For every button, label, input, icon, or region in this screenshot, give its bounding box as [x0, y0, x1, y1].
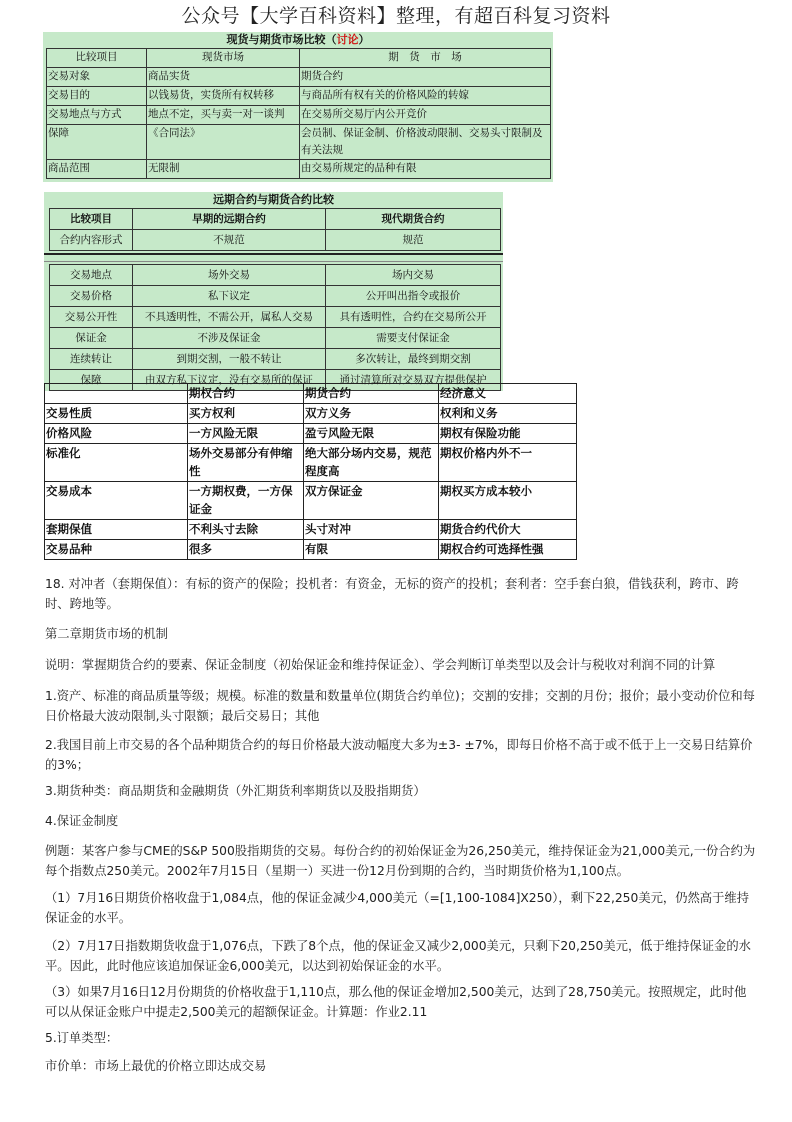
table-cell: 双方保证金 — [304, 482, 439, 520]
table-row — [45, 520, 577, 540]
table-cell: 期权合约 — [188, 384, 304, 404]
table-cell: 很多 — [188, 540, 304, 560]
table-cell: 比较项目 — [47, 49, 147, 68]
table-row — [47, 125, 551, 160]
table-row — [50, 349, 501, 370]
table-cell: 价格风险 — [45, 424, 188, 444]
table-row — [50, 209, 501, 230]
paragraph: 5.订单类型： — [45, 1031, 119, 1045]
table-cell: 商品范围 — [47, 160, 147, 179]
table-cell: 交易成本 — [45, 482, 188, 520]
table-row — [50, 286, 501, 307]
table-row — [47, 106, 551, 125]
table-cell: 交易性质 — [45, 404, 188, 424]
table-cell: 需要支付保证金 — [326, 328, 501, 349]
table-cell: 套期保值 — [45, 520, 188, 540]
title-text: 现货与期货市场比较（ — [226, 33, 337, 46]
table-cell: 由交易所规定的品种有限 — [300, 160, 551, 179]
table-cell: 现代期货合约 — [326, 209, 501, 230]
table-cell: 一方风险无限 — [188, 424, 304, 444]
paragraph: 例题：某客户参与CME的S&P 500股指期货的交易。每份合约的初始保证金为26,250美元，维持保证金为21,000美元,一份合约为每个指数点250美元。2002年7月15日（星期一）买进一份12月份到期的合约，当时期货价格为1,100点。 — [45, 844, 756, 878]
table-cell: 有限 — [304, 540, 439, 560]
table-cell: 私下议定 — [133, 286, 326, 307]
document-body — [45, 574, 757, 1076]
table-cell: 在交易所交易厅内公开竞价 — [300, 106, 551, 125]
table-cell: 具有透明性，合约在交易所公开 — [326, 307, 501, 328]
table-cell: 不利头寸去除 — [188, 520, 304, 540]
table-cell: 双方义务 — [304, 404, 439, 424]
table-cell: 保证金 — [50, 328, 133, 349]
table-row — [45, 404, 577, 424]
table-row — [47, 87, 551, 106]
table-row — [47, 68, 551, 87]
table-cell: 公开叫出指令或报价 — [326, 286, 501, 307]
table-cell: 合约内容形式 — [50, 230, 133, 251]
paragraph: 4.保证金制度 — [45, 814, 119, 828]
paragraph: （2）7月17日指数期货收盘于1,076点，下跌了8个点，他的保证金又减少2,000美元，只剩下20,250美元，低于维持保证金的水平。因此，此时他应该追加保证金6,000美元，以达到初始保证金的水平。 — [45, 939, 751, 973]
table-cell: 商品实货 — [147, 68, 300, 87]
title-highlight: 讨论 — [336, 33, 359, 46]
table-cell: 由双方私下议定，没有交易所的保证 — [133, 370, 326, 391]
table-cell: 《合同法》 — [147, 125, 300, 160]
table-cell: 早期的远期合约 — [133, 209, 326, 230]
table-row — [45, 424, 577, 444]
paragraph: 说明：掌握期货合约的要素、保证金制度（初始保证金和维持保证金）、学会判断订单类型以及会计与税收对利润不同的计算 — [45, 658, 716, 672]
table-cell: 权利和义务 — [439, 404, 577, 424]
table-cell: 买方权利 — [188, 404, 304, 424]
table-cell: 到期交割，一般不转让 — [133, 349, 326, 370]
table-cell: 期权合约可选择性强 — [439, 540, 577, 560]
table-cell: 通过清算所对交易双方提供保护 — [326, 370, 501, 391]
table-cell: 场外交易部分有伸缩性 — [188, 444, 304, 482]
table-cell: 期货合约 — [304, 384, 439, 404]
table-cell: 绝大部分场内交易，规范程度高 — [304, 444, 439, 482]
table-cell: 期货合约代价大 — [439, 520, 577, 540]
spot-vs-futures-table — [43, 32, 553, 182]
table-cell: 期货合约 — [300, 68, 551, 87]
table-cell: 交易公开性 — [50, 307, 133, 328]
table-cell: 交易价格 — [50, 286, 133, 307]
table-cell: 不涉及保证金 — [133, 328, 326, 349]
paragraph: 1.资产、标准的商品质量等级；规模。标准的数量和数量单位(期货合约单位)；交割的安排；交割的月份；报价；最小变动价位和每日价格最大波动限制,头寸限额；最后交易日；其他 — [45, 689, 755, 723]
table-cell: 无限制 — [147, 160, 300, 179]
table-cell: 现货市场 — [147, 49, 300, 68]
table-row — [45, 540, 577, 560]
table-cell: 比较项目 — [50, 209, 133, 230]
table-cell: 交易目的 — [47, 87, 147, 106]
table-cell: 保障 — [50, 370, 133, 391]
table-row — [50, 328, 501, 349]
paragraph: 2.我国目前上市交易的各个品种期货合约的每日价格最大波动幅度大多为±3- ±7%，即每日价格不高于或不低于上一交易日结算价的3%； — [45, 738, 753, 772]
table-title: 远期合约与期货合约比较 — [213, 193, 334, 206]
table-row — [45, 482, 577, 520]
table-row — [50, 265, 501, 286]
options-vs-futures-table — [44, 383, 577, 560]
table-row — [50, 230, 501, 251]
table-cell: 规范 — [326, 230, 501, 251]
table-cell: 头寸对冲 — [304, 520, 439, 540]
watermark-header: 公众号【大学百科资料】整理，有超百科复习资料 — [181, 5, 611, 27]
table-row — [45, 444, 577, 482]
table-cell: 期权有保险功能 — [439, 424, 577, 444]
table-cell: 经济意义 — [439, 384, 577, 404]
table-cell: 期权买方成本较小 — [439, 482, 577, 520]
table-cell: 地点不定，买与卖一对一谈判 — [147, 106, 300, 125]
table-cell: 以钱易货，实货所有权转移 — [147, 87, 300, 106]
title-end: ） — [358, 33, 370, 46]
table-cell: 期 货 市 场 — [300, 49, 551, 68]
table-cell: 一方期权费，一方保证金 — [188, 482, 304, 520]
table-cell: 交易地点与方式 — [47, 106, 147, 125]
table-cell: 连续转让 — [50, 349, 133, 370]
table-title — [43, 32, 553, 48]
table-cell: 场内交易 — [326, 265, 501, 286]
table-row — [47, 160, 551, 179]
table-row — [45, 384, 577, 404]
table-cell: 交易品种 — [45, 540, 188, 560]
table-cell: 不具透明性，不需公开，属私人交易 — [133, 307, 326, 328]
table-row — [47, 49, 551, 68]
paragraph: 18. 对冲者（套期保值）：有标的资产的保险；投机者：有资金，无标的资产的投机；套利者：空手套白狼，借钱获利，跨市、跨时、跨地等。 — [45, 577, 739, 611]
table-cell: 场外交易 — [133, 265, 326, 286]
paragraph: （3）如果7月16日12月份期货的价格收盘于1,110点，那么他的保证金增加2,500美元，达到了28,750美元。按照规定，此时他可以从保证金账户中提走2,500美元的超额保证金。计算题：作业2.11 — [45, 985, 747, 1019]
paragraph: 第二章期货市场的机制 — [45, 627, 168, 641]
divider — [44, 253, 503, 262]
table-cell: 会员制、保证金制、价格波动限制、交易头寸限制及有关法规 — [300, 125, 551, 160]
paragraph: 市价单：市场上最优的价格立即达成交易 — [45, 1059, 267, 1073]
paragraph: （1）7月16日期货价格收盘于1,084点，他的保证金减少4,000美元（=[1,100-1084]X250），剩下22,250美元，仍然高于维持保证金的水平。 — [45, 891, 749, 925]
table-cell: 交易对象 — [47, 68, 147, 87]
table-cell: 盈亏风险无限 — [304, 424, 439, 444]
table-cell: 期权价格内外不一 — [439, 444, 577, 482]
table-cell — [45, 384, 188, 404]
table-cell: 标准化 — [45, 444, 188, 482]
forward-vs-futures-table — [44, 192, 503, 391]
table-cell: 多次转让，最终到期交割 — [326, 349, 501, 370]
table-cell: 保障 — [47, 125, 147, 160]
paragraph: 3.期货种类：商品期货和金融期货（外汇期货利率期货以及股指期货） — [45, 784, 426, 798]
table-row — [50, 307, 501, 328]
table-cell: 交易地点 — [50, 265, 133, 286]
table-cell: 不规范 — [133, 230, 326, 251]
table-cell: 与商品所有权有关的价格风险的转嫁 — [300, 87, 551, 106]
